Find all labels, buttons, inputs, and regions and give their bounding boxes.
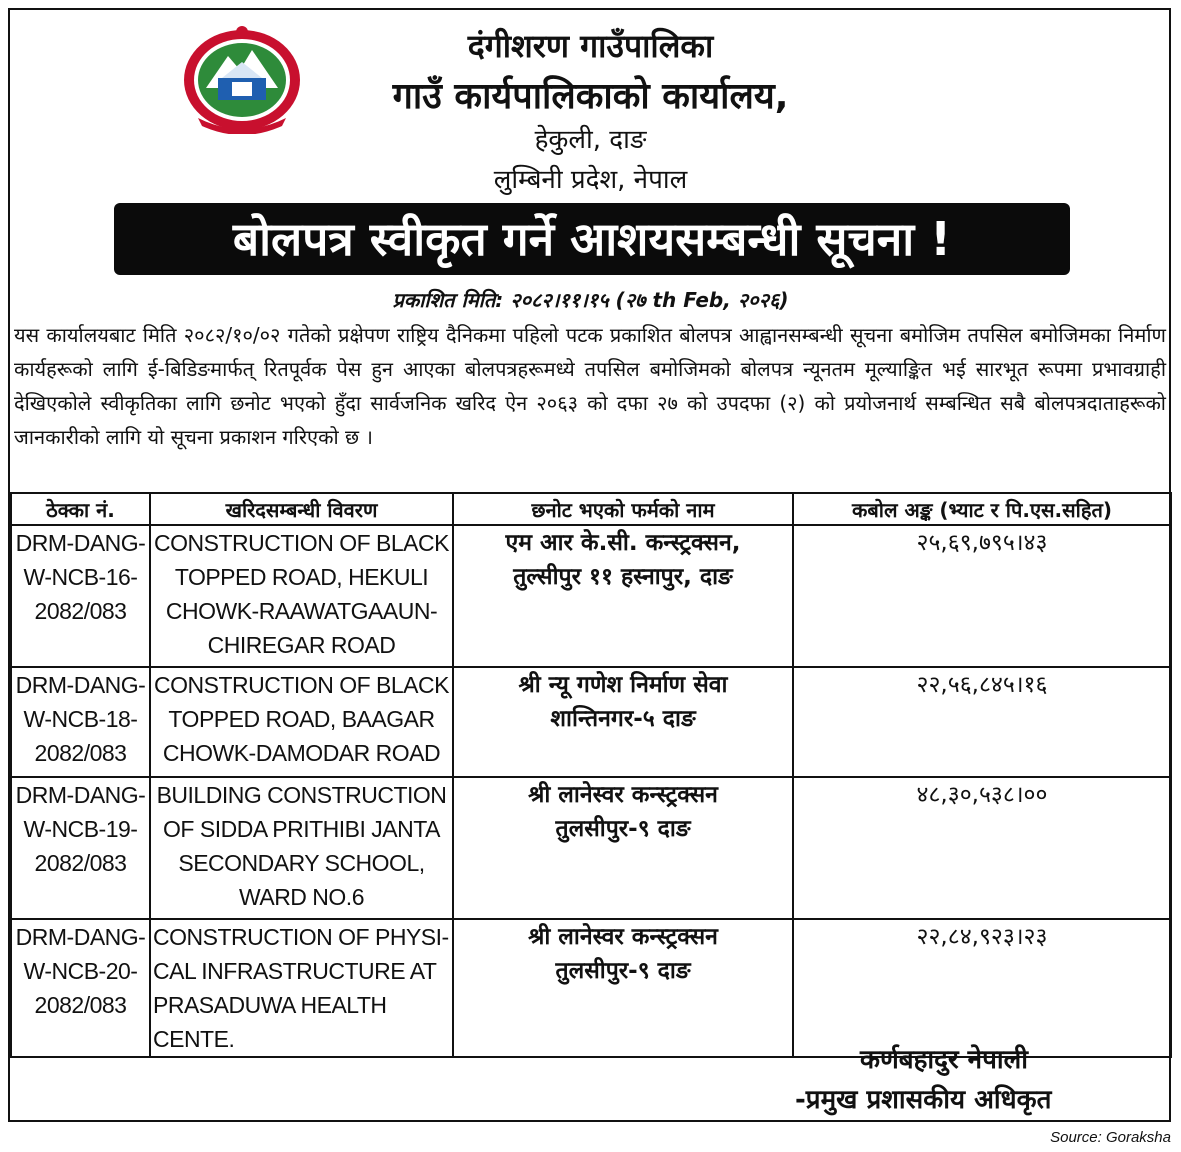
ref-line: W-NCB-20- [23, 958, 138, 984]
notice-body: यस कार्यालयबाट मिति २०८२/१०/०२ गतेको प्रक्षेपण राष्ट्रिय दैनिकमा पहिलो पटक प्रकाशित बोलपत्र आह्वानसम्बन्धी सूचना बमोजिम तपसिल बमोजिमका निर्माण कार्यहरूको लागि ई-बिडिङमार्फत् रितपूर्वक पेस हुन आएका बोलपत्रहरूमध्ये तपसिल बमोजिमको बोलपत्र न्यूनतम मूल्याङ्कित भई सारभूत रूपमा प्रभावग्राही देखिएकोले स्वीकृतिका लागि छनोट भएको हुँदा सार्वजनिक खरिद ऐन २०६३ को दफा २७ को उपदफा (२) को प्रयोजनार्थ सम्बन्धित सबै बोलपत्रदाताहरूको जानकारीको लागि यो सूचना प्रकाशन गरिएको छ । [14, 323, 1166, 449]
municipality-name: दंगीशरण गाउँपालिका [467, 27, 714, 65]
ref-line: W-NCB-16- [23, 564, 138, 590]
desc-line: BUILDING CONSTRUCTION [156, 782, 447, 808]
firm-line: श्री लानेस्वर कन्स्ट्रक्सन [528, 924, 718, 950]
bid-amount: ४८,३०,५३८।०० [793, 777, 1171, 919]
office-name: गाउँ कार्यपालिकाको कार्यालय, [392, 76, 789, 117]
ref-line: 2082/083 [34, 598, 127, 624]
desc-line: SECONDARY SCHOOL, [178, 850, 425, 876]
source-credit: Source: Goraksha [1050, 1129, 1171, 1146]
table-row [11, 777, 1171, 919]
contract-number [11, 919, 150, 1057]
desc-line: CONSTRUCTION OF BLACK [154, 530, 449, 556]
firm-line: शान्तिनगर-५ दाङ [550, 706, 696, 732]
procurement-description [150, 777, 453, 919]
signatory-name: कर्णबहादुर नेपाली [860, 1045, 1028, 1075]
bid-amount: २२,८४,९२३।२३ [793, 919, 1171, 1057]
col-header-amount: कबोल अङ्क (भ्याट र पि.एस.सहित) [793, 493, 1171, 525]
signatory-designation: -प्रमुख प्रशासकीय अधिकृत [795, 1085, 1052, 1115]
ref-line: DRM-DANG- [15, 530, 146, 556]
desc-line: TOPPED ROAD, HEKULI [174, 564, 429, 590]
firm-line: तुलसीपुर-९ दाङ [555, 958, 691, 984]
desc-line: CHIREGAR ROAD [207, 632, 396, 658]
selected-firm [453, 919, 793, 1057]
procurement-description [150, 919, 453, 1057]
desc-line: CHOWK-RAAWATGAAUN- [165, 598, 438, 624]
province-name: लुम्बिनी प्रदेश, नेपाल [493, 165, 688, 195]
desc-line: OF SIDDA PRITHIBI JANTA [163, 816, 440, 842]
table-header-row [11, 493, 1171, 525]
selected-firm [453, 667, 793, 777]
contract-number [11, 667, 150, 777]
ref-line: 2082/083 [34, 740, 127, 766]
desc-line: TOPPED ROAD, BAAGAR [168, 706, 435, 732]
contract-number [11, 525, 150, 667]
ref-line: 2082/083 [34, 992, 127, 1018]
desc-line: CAL INFRASTRUCTURE AT [153, 958, 437, 984]
office-location: हेकुली, दाङ [534, 125, 647, 155]
col-header-description: खरिदसम्बन्धी विवरण [150, 493, 453, 525]
table-row [11, 919, 1171, 1057]
ref-line: 2082/083 [34, 850, 127, 876]
table-row [11, 667, 1171, 777]
col-header-firm: छनोट भएको फर्मको नाम [453, 493, 793, 525]
procurement-description [150, 525, 453, 667]
col-header-contract-no: ठेक्का नं. [11, 493, 150, 525]
ref-line: DRM-DANG- [15, 924, 146, 950]
firm-line: श्री न्यू गणेश निर्माण सेवा [518, 672, 728, 698]
bid-amount: २५,६९,७९५।४३ [793, 525, 1171, 667]
table-row [11, 525, 1171, 667]
ref-line: DRM-DANG- [15, 782, 146, 808]
ref-line: W-NCB-18- [23, 706, 138, 732]
published-date: प्रकाशित मिति: २०८२।११।१५ (२७ th Feb, २०२६) [392, 288, 789, 312]
selected-firm [453, 525, 793, 667]
desc-line: WARD NO.6 [239, 884, 364, 910]
desc-line: PRASADUWA HEALTH CENTE. [153, 992, 387, 1052]
firm-line: तुल्सीपुर ११ हस्नापुर, दाङ [513, 564, 733, 590]
procurement-description [150, 667, 453, 777]
firm-line: श्री लानेस्वर कन्स्ट्रक्सन [528, 782, 718, 808]
desc-line: CONSTRUCTION OF BLACK [154, 672, 449, 698]
firm-line: एम आर के.सी. कन्स्ट्रक्सन, [505, 530, 741, 556]
desc-line: CONSTRUCTION OF PHYSI- [153, 924, 449, 950]
ref-line: W-NCB-19- [23, 816, 138, 842]
contract-number [11, 777, 150, 919]
ref-line: DRM-DANG- [15, 672, 146, 698]
selected-firm [453, 777, 793, 919]
desc-line: CHOWK-DAMODAR ROAD [162, 740, 441, 766]
firm-line: तुलसीपुर-९ दाङ [555, 816, 691, 842]
bid-amount: २२,५६,८४५।१६ [793, 667, 1171, 777]
contract-table [10, 492, 1172, 1058]
notice-title: बोलपत्र स्वीकृत गर्ने आशयसम्बन्धी सूचना ! [114, 203, 1070, 275]
